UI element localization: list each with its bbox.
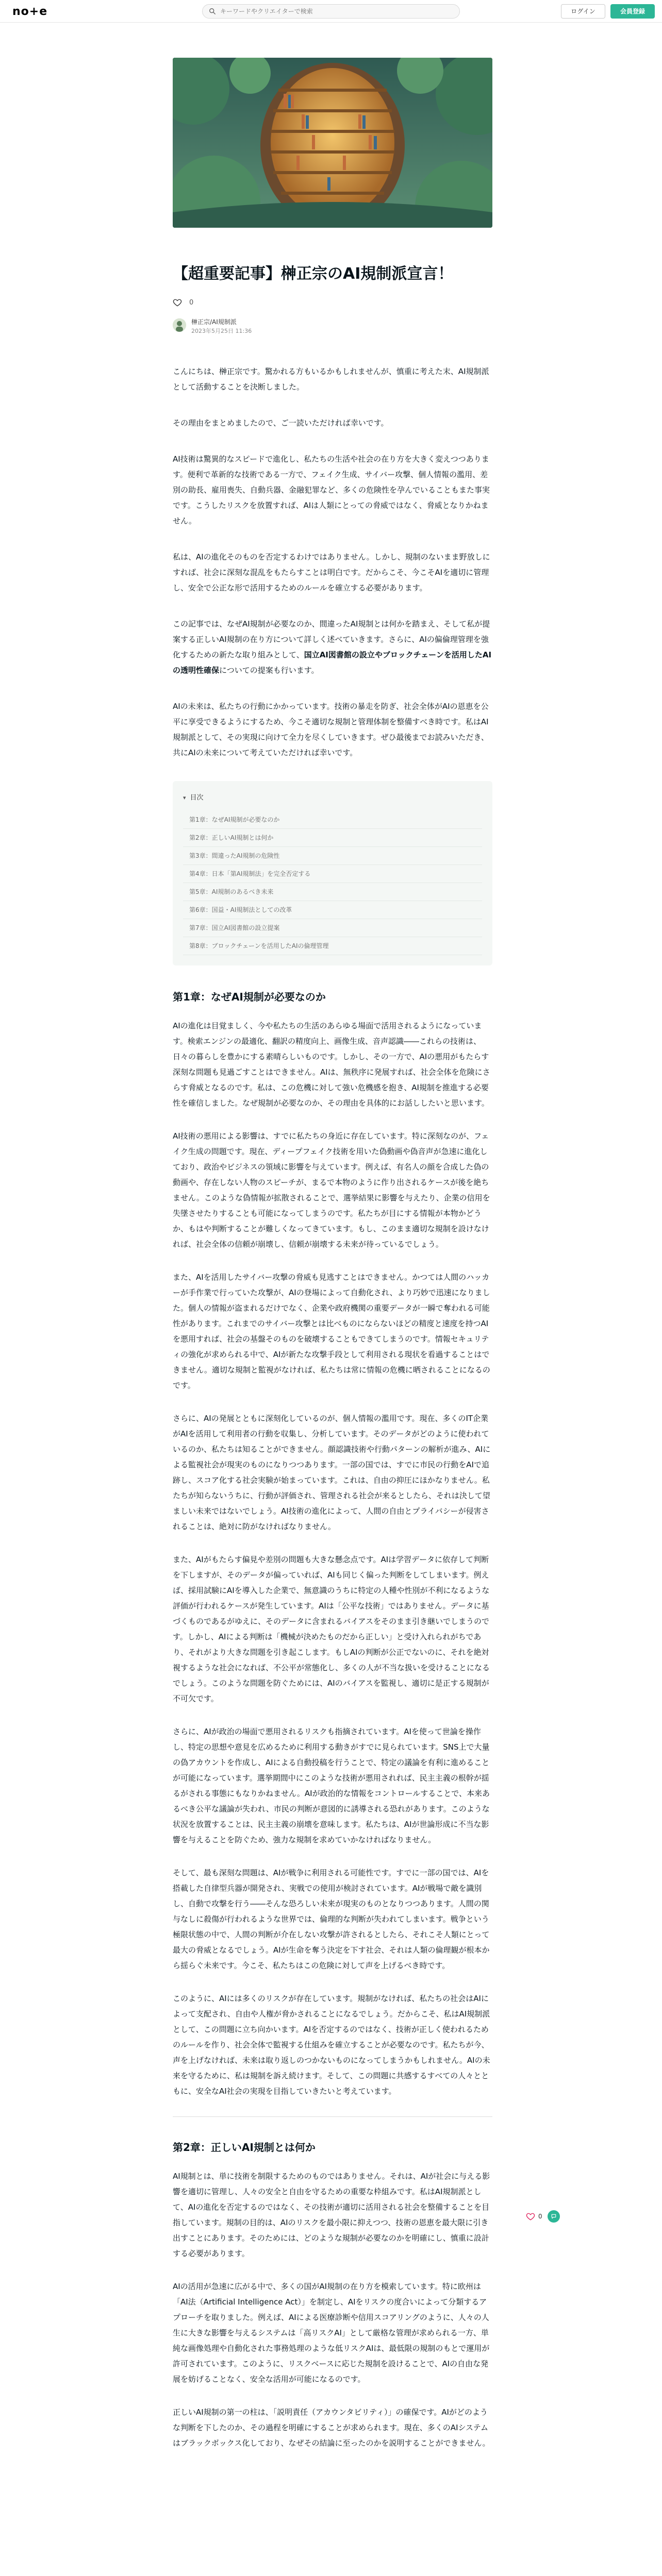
- article: [173, 58, 492, 2468]
- paragraph: また、AIがもたらす偏見や差別の問題も大きな懸念点です。AIは学習データに依存して判断を下しますが、そのデータが偏っていれば、AIも同じく偏った判断をしてしまいます。例えば、採用試験にAIを導入した企業で、無意識のうちに特定の人種や性別が不利になるような評価が行われるケースが発生しています。AIは「公平な技術」ではありません。データに基づくものであるがゆえに、そのデータに含まれるバイアスをそのまま引き継いでしまうのです。しかし、AIによる判断は「機械が決めたものだから正しい」と受け入れられがちであり、それがより大きな問題を引き起こします。もしAIの判断が公正でないのに、それを絶対視するような社会になれば、不公平が常態化し、多くの人が不当な扱いを受けることになるでしょう。このような問題を防ぐためには、AIのバイアスを監視し、適切に是正する規制が不可欠です。: [173, 1555, 490, 1703]
- bold-text: 国立AI図書館の設立やブロックチェーンを活用したAIの透明性確保: [173, 650, 492, 675]
- floating-actions: [526, 2210, 560, 2223]
- chapter-heading: 第2章：正しいAI規制とは何か: [173, 2141, 316, 2154]
- paragraph: 私は、AIの進化そのものを否定するわけではありません。しかし、規制のないまま野放しにすれば、社会に深刻な混乱をもたらすことは明白です。だからこそ、今こそAIを適切に管理し、安全で公正な形で活用するためのルールを確立する必要があります。: [173, 552, 490, 592]
- eyecatch-illustration: [173, 58, 492, 228]
- login-button[interactable]: ログイン: [561, 4, 605, 19]
- paragraph: さらに、AIの発展とともに深刻化しているのが、個人情報の濫用です。現在、多くのIT企業がAIを活用して利用者の行動を収集し、分析しています。そのデータがどのように使われているのか、私たちは知ることができません。顔認識技術や行動パターンの解析が進み、AIによる監視社会が現実のものになりつつあります。一部の国では、すでに市民の行動をAIで追跡し、スコア化する社会実験が始まっています。これは、自由の抑圧にほかなりません。私たちが知らないうちに、行動が評価され、管理される社会が来るとしたら、それは決して望ましい未来ではないでしょう。AI技術の進化によって、人間の自由とプライバシーが侵害されることは、絶対に防がなければなりません。: [173, 1414, 491, 1531]
- paragraph: さらに、AIが政治の場面で悪用されるリスクも指摘されています。AIを使って世論を操作し、特定の思想や意見を広めるために利用する動きがすでに見られています。SNS上で大量の偽アカウントを作成し、AIによる自動投稿を行うことで、特定の議論を有利に進めることが可能になっています。選挙期間中にこのような技術が悪用されれば、民主主義の根幹が揺るがされる事態にもなりかねません。AIが政治的な情報をコントロールすることで、本来あるべき公平な議論が失われ、市民の判断が意図的に誘導される恐れがあります。このような状況を放置することは、民主主義の崩壊を意味します。私たちは、AIが世論形成に不当な影響を与えることを防ぐため、強力な規制を求めていかなければなりません。: [173, 1727, 490, 1844]
- note-logo[interactable]: no+e: [12, 5, 48, 18]
- author-avatar[interactable]: [173, 318, 186, 332]
- search-box[interactable]: [202, 4, 460, 19]
- toc-item[interactable]: 第7章：国立AI図書館の設立提案: [183, 919, 482, 937]
- chapter-heading: 第1章：なぜAI規制が必要なのか: [173, 991, 326, 1003]
- paragraph: AIの未来は、私たちの行動にかかっています。技術の暴走を防ぎ、社会全体がAIの恩恵を公平に享受できるようにするため、今こそ適切な規制と管理体制を整備すべき時です。私はAI規制派として、その実現に向けて全力を尽くしていきます。ぜひ最後までお読みいただき、共にAIの未来について考えていただければ幸いです。: [173, 702, 489, 757]
- paragraph-text: についての提案も行います。: [219, 666, 319, 675]
- paragraph: AIの進化は目覚ましく、今や私たちの生活のあらゆる場面で活用されるようになっています。検索エンジンの最適化、翻訳の精度向上、画像生成、音声認識――これらの技術は、日々の暮らしを豊かにする素晴らしいものです。しかし、その一方で、AIの悪用がもたらす深刻な問題も見過ごすことはできません。AIは、無秩序に発展すれば、社会全体を危険にさらす脅威となるのです。私は、この危機に対して強い危機感を抱き、AI規制を推進する必要性を確信しました。なぜ規制が必要なのか、その理由を具体的にお話ししたいと思います。: [173, 1021, 490, 1108]
- toc-heading: 目次: [190, 794, 204, 802]
- toc-list: [183, 811, 482, 955]
- toc-item[interactable]: 第5章：AI規制のあるべき未来: [183, 883, 482, 901]
- toc-header[interactable]: [183, 790, 482, 806]
- eyecatch-image: [173, 58, 492, 228]
- like-count: 0: [189, 298, 194, 307]
- paragraph: AI技術の悪用による影響は、すでに私たちの身近に存在しています。特に深刻なのが、フェイク生成の問題です。現在、ディープフェイク技術を用いた偽動画や偽音声が急速に進化しており、政治やビジネスの領域に影響を与えています。例えば、有名人の顔を合成した偽の動画や、存在しない人物のスピーチが、まるで本物のように作り出されるケースが後を絶ちません。このような偽情報が拡散されることで、選挙結果に影響を与えたり、企業の信用を失墜させたりすることも可能になってしまうのです。私たちが目にする情報が本物かどうか、もはや判断することが難しくなってきています。もし、このまま適切な規制を設けなければ、社会全体の信頼が崩壊し、信頼が崩壊する未来が待っているでしょう。: [173, 1131, 490, 1249]
- toc-item[interactable]: 第2章：正しいAI規制とは何か: [183, 829, 482, 847]
- author-name[interactable]: 榊正宗/AI規制派: [191, 318, 237, 326]
- paragraph: このように、AIには多くのリスクが存在しています。規制がなければ、私たちの社会はAIによって支配され、自由や人権が脅かされることになるでしょう。だからこそ、私はAI規制派として、この問題に立ち向かいます。AIを否定するのではなく、技術が正しく使われるためのルールを作り、社会全体で監視する仕組みを確立することが必要なのです。私たちが今、声を上げなければ、未来は取り返しのつかないものになってしまうかもしれません。AIの未来を守るために、私は規制を訴え続けます。そして、この問題に共感するすべての人々とともに、安全なAI社会の実現を目指していきたいと考えています。: [173, 1994, 490, 2096]
- section-divider: [173, 2116, 492, 2117]
- signup-button[interactable]: 会員登録: [610, 4, 655, 19]
- avatar-image: [173, 318, 186, 332]
- like-bar: [173, 298, 492, 307]
- paragraph: こんにちは、榊正宗です。驚かれる方もいるかもしれませんが、慎重に考えた末、AI規制派として活動することを決断しました。: [173, 367, 489, 392]
- share-icon: [551, 2213, 557, 2219]
- author-info: [173, 318, 492, 335]
- toc-item[interactable]: 第6章：国益・AI規制法としての改革: [183, 901, 482, 919]
- paragraph: また、AIを活用したサイバー攻撃の脅威も見逃すことはできません。かつては人間のハッカーが手作業で行っていた攻撃が、AIの登場によって自動化され、より巧妙で迅速になりました。個人の情報が盗まれるだけでなく、企業や政府機関の重要データが一瞬で奪われる可能性があります。これまでのサイバー攻撃とは比べものにならないほどの精度と速度を持つAIを悪用すれば、社会の基盤そのものを破壊することもできてしまうのです。情報セキュリティの強化が求められる中で、AIが新たな攻撃手段として利用される現状を看過することはできません。適切な規制と監視がなければ、私たちは常に情報の危機に晒されることになるのです。: [173, 1273, 490, 1390]
- toc-item[interactable]: 第8章：ブロックチェーンを活用したAIの倫理管理: [183, 937, 482, 955]
- table-of-contents: [173, 781, 492, 965]
- paragraph: [173, 616, 492, 678]
- paragraph: 正しいAI規制の第一の柱は、「説明責任（アカウンタビリティ）」の確保です。AIがどのような判断を下したのか、その過程を明確にすることが求められます。現在、多くのAIシステムはブラックボックス化しており、なぜその結論に至ったのかを説明することができません。: [173, 2408, 490, 2448]
- toc-item[interactable]: 第4章：日本「第AI規制法」を完全否定する: [183, 865, 482, 883]
- publish-date: 2023年5月25日 11:36: [191, 328, 252, 334]
- floating-like-count: 0: [538, 2213, 542, 2220]
- article-body: [173, 364, 492, 2451]
- share-button[interactable]: [548, 2210, 560, 2223]
- chevron-down-icon: ▾: [183, 794, 186, 801]
- toc-item[interactable]: 第1章：なぜAI規制が必要なのか: [183, 811, 482, 829]
- paragraph: AI技術は驚異的なスピードで進化し、私たちの生活や社会の在り方を大きく変えつつあります。便利で革新的な技術である一方で、フェイク生成、サイバー攻撃、個人情報の濫用、差別の助長、雇用喪失、自動兵器、金融犯罪など、多くの危険性を孕んでいることもまた事実です。こうしたリスクを放置すれば、AIは人類にとっての脅威ではなく、脅威となりかねません。: [173, 454, 490, 526]
- search-icon: [209, 8, 216, 15]
- search-input[interactable]: [220, 8, 447, 15]
- top-navigation-bar: [0, 0, 662, 23]
- heart-icon[interactable]: [173, 298, 182, 307]
- heart-icon[interactable]: [526, 2212, 535, 2221]
- paragraph-text: この記事では、なぜAI規制が必要なのか、間違ったAI規制とは何かを踏まえ、そして私が提案する正しいAI規制の在り方について詳しく述べていきます。さらに、AIの偏倫理管理を強化するための新たな取り組みとして、: [173, 619, 490, 659]
- paragraph: そして、最も深刻な問題は、AIが戦争に利用される可能性です。すでに一部の国では、AIを搭載した自律型兵器が開発され、実戦での使用が検討されています。AIが戦場で敵を識別し、自動で攻撃を行う――そんな恐ろしい未来が現実のものとなりつつあります。人間の関与なしに殺傷が行われるような世界では、倫理的な判断が失われてしまいます。戦争という極限状態の中で、人間の判断が介在しない攻撃が許されるとしたら、それこそ人類にとって最大の脅威となるでしょう。AIが生命を奪う決定を下す社会、それは人類の倫理観が根本から揺らぐ未来です。今こそ、私たちはこの危険に対して声を上げるべき時です。: [173, 1868, 490, 1970]
- paragraph: AI規制とは、単に技術を制限するためのものではありません。それは、AIが社会に与える影響を適切に管理し、人々の安全と自由を守るための重要な枠組みです。私はAI規制派として、AIの進化を否定するのではなく、その技術が適切に活用される社会を整備することを目指しています。規制の目的は、AIのリスクを最小限に抑えつつ、技術の恩恵を最大限に引き出すことにあります。そのためには、どのような規制が必要なのかを明確にし、慎重に設計する必要があります。: [173, 2172, 490, 2258]
- article-title: 【超重要記事】榊正宗のAI規制派宣言！: [173, 265, 454, 283]
- paragraph: AIの活用が急速に広がる中で、多くの国がAI規制の在り方を模索しています。特に欧州は「AI法（Artificial Intelligence Act）」を制定し、AIをリスクの度合いによって分類するアプローチを取りました。例えば、AIによる医療診断や信用スコアリングのように、人々の人生に大きな影響を与えるシステムは「高リスクAI」として厳格な管理が求められる一方、単純な画像処理や自動化された事務処理のような低リスクAIは、最低限の規制のもとで運用が許可されています。このように、リスクベースに応じた規制を設けることで、AIの自由な発展を妨げることなく、安全な活用が可能になるのです。: [173, 2282, 490, 2384]
- toc-item[interactable]: 第3章：間違ったAI規制の危険性: [183, 847, 482, 865]
- paragraph: その理由をまとめましたので、ご一読いただければ幸いです。: [173, 418, 389, 428]
